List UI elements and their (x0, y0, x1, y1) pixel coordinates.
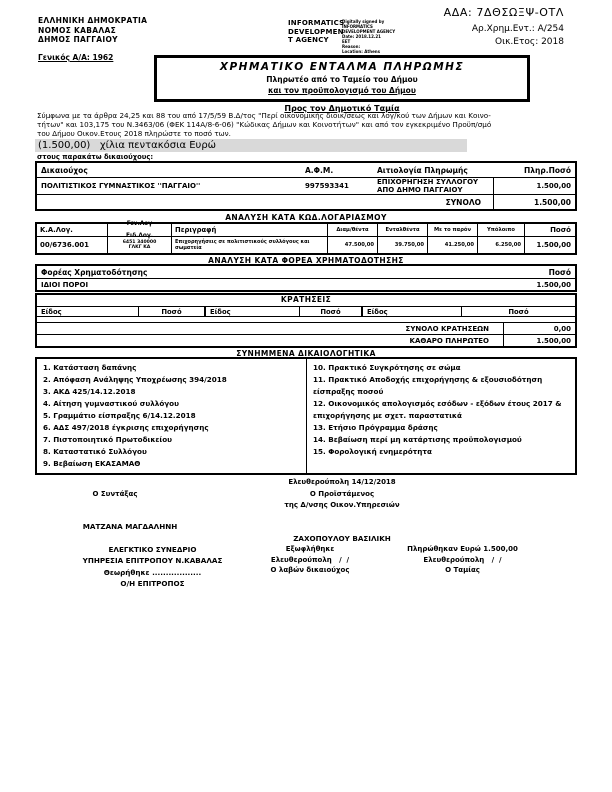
beneficiary-name: ΠΟΛΙΤΙΣΤΙΚΟΣ ΓΥΜΝΑΣΤΙΚΟΣ ''ΠΑΓΓΑΙΟ'' (41, 182, 201, 190)
attachment-item: 12. Οικονομικός απολογισμός εσόδων - εξόδων έτους 2017 & επιχορήγησης με σχετ. παραστατικά (313, 399, 562, 420)
deductions-total-row (37, 322, 575, 334)
beneficiary-afm: 997593341 (305, 182, 349, 190)
audit-line-4: Ο/Η ΕΠΙΤΡΟΠΟΣ (120, 578, 185, 588)
payment-line-1: Πληρώθηκαν Ευρώ 1.500,00 (407, 545, 518, 553)
deductions-total-amount: 0,00 (503, 323, 575, 334)
ledger-code-line-1: 6451 340000 (122, 239, 157, 245)
funding-source: ΙΔΙΟΙ ΠΟΡΟΙ (41, 280, 89, 289)
ada-number: ΑΔΑ: 7ΔΘΣΩΞΨ-ΟΤΛ (443, 6, 564, 19)
net-payable-row (37, 334, 575, 346)
funding-amount: 1.500,00 (536, 280, 571, 289)
agency-line-1: INFORMATICS (288, 19, 345, 27)
total-amount: 1.500,00 (493, 195, 575, 209)
payment-line-3: Ο Ταμίας (445, 566, 480, 574)
attachment-item: 8. Καταστατικό Συλλόγου (43, 447, 147, 456)
account-code: 00/6736.001 (40, 241, 90, 249)
title-subline-1: Πληρωτέο από το Ταμείο του Δήμου (266, 75, 418, 84)
ledger-code-line-2: ΓΛΚΓ ΚΑ (128, 245, 151, 250)
stamp-line: EET (342, 39, 351, 44)
attachments-box (35, 357, 577, 475)
deductions-header-row (37, 306, 575, 317)
account-analysis-row (37, 236, 575, 253)
row-amount: 1.500,00 (524, 237, 575, 253)
col-header-funding-source: Φορέας Χρηματοδότησης (41, 267, 148, 277)
col-header-reason: Αιτιολογία Πληρωμής (377, 165, 468, 175)
ledger-codes (107, 237, 171, 253)
col-header-deduction-type-3: Είδος (361, 307, 461, 316)
attachment-item: 15. Φορολογική ενημερότητα (313, 447, 432, 456)
funding-row (37, 278, 575, 290)
attachment-item: 3. ΑΚΔ 425/14.12.2018 (43, 387, 136, 396)
authority-line-1: ΕΛΛΗΝΙΚΗ ΔΗΜΟΚΡΑΤΙΑ (38, 16, 148, 25)
order-number: Αρ.Χρημ.Εντ.: Α/254 (471, 24, 564, 34)
document-title: ΧΡΗΜΑΤΙΚΟ ΕΝΤΑΛΜΑ ΠΛΗΡΩΜΗΣ (219, 61, 465, 73)
section-title-funding-analysis: ΑΝΑΛΥΣΗ ΚΑΤΑ ΦΟΡΕΑ ΧΡΗΜΑΤΟΔΟΤΗΣΗΣ (208, 256, 404, 265)
beneficiaries-header-row (37, 163, 575, 177)
section-title-attachments: ΣΥΝΗΜΜΕΝΑ ΔΙΚΑΙΟΛΟΓΗΤΙΚΑ (236, 349, 376, 358)
col-header-deduction-amount-2: Ποσό (299, 307, 361, 316)
amount-in-words-band: (1.500,00) χίλια πεντακόσια Ευρώ (35, 139, 467, 152)
legal-line-2: τήτων" και 103,175 του Ν.3463/06 (ΦΕΚ 114Α/8-6-06) "Κώδικας Δήμων και Κοινοτήτων" και από τον εγκεκριμένο Προϋπ/σμό (37, 119, 492, 129)
fiscal-year: Οικ.Ετος: 2018 (495, 37, 564, 47)
payment-block (375, 544, 550, 576)
legal-line-3: του Δήμου Οικον.Ετους 2018 πληρώστε το ποσό των. (37, 128, 231, 138)
addressee: Προς τον Δημοτικό Ταμία (284, 104, 400, 113)
col-header-special-ledger: Ειδ.Λογ. (125, 233, 154, 239)
section-title-deductions: ΚΡΑΤΗΣΕΙΣ (280, 295, 332, 304)
document-title-box (154, 55, 530, 102)
col-header-pay-amount: Πληρ.Ποσό (523, 165, 571, 175)
stamp-line: Digitally signed by (342, 19, 385, 24)
col-header-deduction-amount-3: Ποσό (461, 307, 575, 316)
net-payable-label: ΚΑΘΑΡΟ ΠΛΗΡΩΤΕΟ (409, 336, 489, 345)
audit-line-2: ΥΠΗΡΕΣΙΑ ΕΠΙΤΡΟΠΟΥ Ν.ΚΑΒΑΛΑΣ (82, 556, 223, 566)
attachment-item: 7. Πιστοποιητικό Πρωτοδικείου (43, 435, 173, 444)
attachment-item: 5. Γραμμάτιο είσπραξης 6/14.12.2018 (43, 411, 196, 420)
beneficiaries-intro: στους παρακάτω δικαιούχους: (37, 153, 154, 161)
funding-table (35, 264, 577, 292)
balance-amount: 6.250,00 (477, 237, 524, 253)
account-analysis-header-row (37, 221, 575, 239)
agency-line-2: DEVELOPMEN (288, 27, 344, 36)
audit-court-block (40, 544, 265, 589)
head-name: ΖΑΧΟΠΟΥΛΟΥ ΒΑΣΙΛΙΚΗ (293, 534, 391, 543)
stamp-line: Location: Athens (342, 49, 381, 54)
deductions-box (35, 293, 577, 348)
col-header-funding-amount: Ποσό (548, 267, 571, 277)
digital-signature-stamp (342, 19, 416, 54)
attachment-item: 11. Πρακτικό Αποδοχής επιχορήγησης & εξουσιοδότηση είσπραξης ποσού (313, 375, 543, 396)
payment-line-2: Ελευθερούπολη / / (423, 555, 502, 564)
beneficiaries-table (35, 161, 577, 211)
col-header-afm: Α.Φ.Μ. (305, 165, 334, 175)
attachment-item: 13. Ετήσιο Πρόγραμμα δράσης (313, 423, 438, 432)
general-serial-number: Γενικός Α/Α: 1962 (38, 53, 114, 62)
drafter-name: ΜΑΤΖΑΝΑ ΜΑΓΔΑΛΗΝΗ (82, 522, 178, 531)
col-header-deduction-type-2: Είδος (204, 307, 299, 316)
attachment-item: 14. Βεβαίωση περί μη κατάρτισης προϋπολογισμού (313, 435, 522, 444)
beneficiaries-total-row (37, 194, 575, 209)
col-header-gen-ledger: Γεν.Λογ (126, 221, 153, 227)
stamp-line: Reason: (342, 44, 361, 49)
total-label: ΣΥΝΟΛΟ (445, 197, 481, 207)
authority-line-3: ΔΗΜΟΣ ΠΑΓΓΑΙΟΥ (38, 35, 118, 44)
attachments-list-left (37, 359, 307, 473)
drafter-role: Ο Συντάξας (92, 490, 138, 498)
attachment-item: 6. ΑΔΣ 497/2018 έγκρισης επιχορήγησης (43, 423, 209, 432)
col-header-beneficiary: Δικαιούχος (41, 165, 88, 175)
attachment-item: 1. Κατάσταση δαπάνης (43, 363, 137, 372)
net-payable-amount: 1.500,00 (503, 335, 575, 346)
col-header-deduction-amount-1: Ποσό (138, 307, 204, 316)
col-header-amount: Ποσό (524, 224, 575, 236)
legal-line-1: Σύμφωνα με τα άρθρα 24,25 και 88 του από 17/5/59 Β.Δ/τος "Περί οικονομικής διοικ/σεως και λογ/κού των Δήμων και Κοινο- (37, 111, 491, 120)
legal-basis-paragraph (37, 112, 585, 138)
beneficiary-row (37, 177, 575, 194)
signature-place-date: Ελευθερούπολη 14/12/2018 (288, 478, 396, 486)
stamp-line: INFORMATICS (342, 24, 373, 29)
deductions-total-label: ΣΥΝΟΛΟ ΚΡΑΤΗΣΕΩΝ (405, 324, 489, 333)
budgeted-amount: 47.500,00 (327, 237, 377, 253)
receipt-line-2: Ελευθερούπολη / / (270, 555, 350, 564)
attachments-list-right (307, 359, 575, 473)
head-role-line1: Ο Προϊστάμενος (309, 490, 375, 498)
title-subline-2: και τον προϋπολογισμό του Δήμου (268, 86, 416, 95)
account-description: Επιχορηγήσεις σε πολιτιστικούς συλλόγους και σωματεία (171, 237, 327, 253)
authority-line-2: ΝΟΜΟΣ ΚΑΒΑΛΑΣ (38, 25, 116, 35)
col-header-with-current: Με το παρόν (427, 224, 477, 236)
head-role-line2: της Δ/νσης Οικον.Υπηρεσιών (284, 501, 400, 509)
col-header-description: Περιγραφή (171, 224, 327, 236)
issuing-authority-block (38, 16, 147, 45)
audit-line-3: Θεωρήθηκε .................. (103, 567, 202, 577)
digital-signature-agency (288, 19, 344, 45)
payment-reason: ΕΠΙΧΟΡΗΓΗΣΗ ΣΥΛΛΟΓΟΥ ΑΠΟ ΔΗΜΟ ΠΑΓΓΑΙΟΥ (377, 178, 479, 194)
receipt-line-3: Ο λαβών δικαιούχος (270, 566, 350, 574)
col-header-account-code: Κ.Α.Λογ. (40, 226, 73, 234)
attachment-item: 10. Πρακτικό Συγκρότησης σε σώμα (313, 363, 461, 372)
audit-line-1: ΕΛΕΓΚΤΙΚΟ ΣΥΝΕΔΡΙΟ (108, 545, 197, 554)
section-title-account-analysis: ΑΝΑΛΥΣΗ ΚΑΤΑ ΚΩΔ.ΛΟΓΑΡΙΑΣΜΟΥ (225, 213, 387, 222)
funding-header-row (37, 266, 575, 278)
attachment-item: 2. Απόφαση Ανάληψης Υποχρέωσης 394/2018 (43, 375, 227, 384)
attachment-item: 4. Αίτηση γυμναστικού συλλόγου (43, 399, 179, 408)
col-header-deduction-type-1: Είδος (41, 307, 62, 316)
account-analysis-table (35, 222, 577, 255)
col-header-ledger (107, 221, 171, 239)
col-header-budgeted: Διαμ/θέντα (327, 224, 377, 236)
attachment-item: 9. Βεβαίωση ΕΚΑΣΑΜΑΘ (43, 459, 141, 468)
stamp-line: Date: 2018.12.21 (342, 34, 381, 39)
agency-line-3: T AGENCY (288, 36, 329, 44)
stamp-line: DEVELOPMENT AGENCY (342, 29, 396, 34)
receipt-block (245, 544, 375, 576)
receipt-line-1: Εξωφλήθηκε (285, 545, 335, 553)
payment-amount: 1.500,00 (493, 178, 575, 194)
col-header-ordered: Ενταλθέντα (377, 224, 427, 236)
col-header-balance: Υπόλοιπο (477, 224, 524, 236)
ordered-amount: 39.750,00 (377, 237, 427, 253)
with-current-amount: 41.250,00 (427, 237, 477, 253)
